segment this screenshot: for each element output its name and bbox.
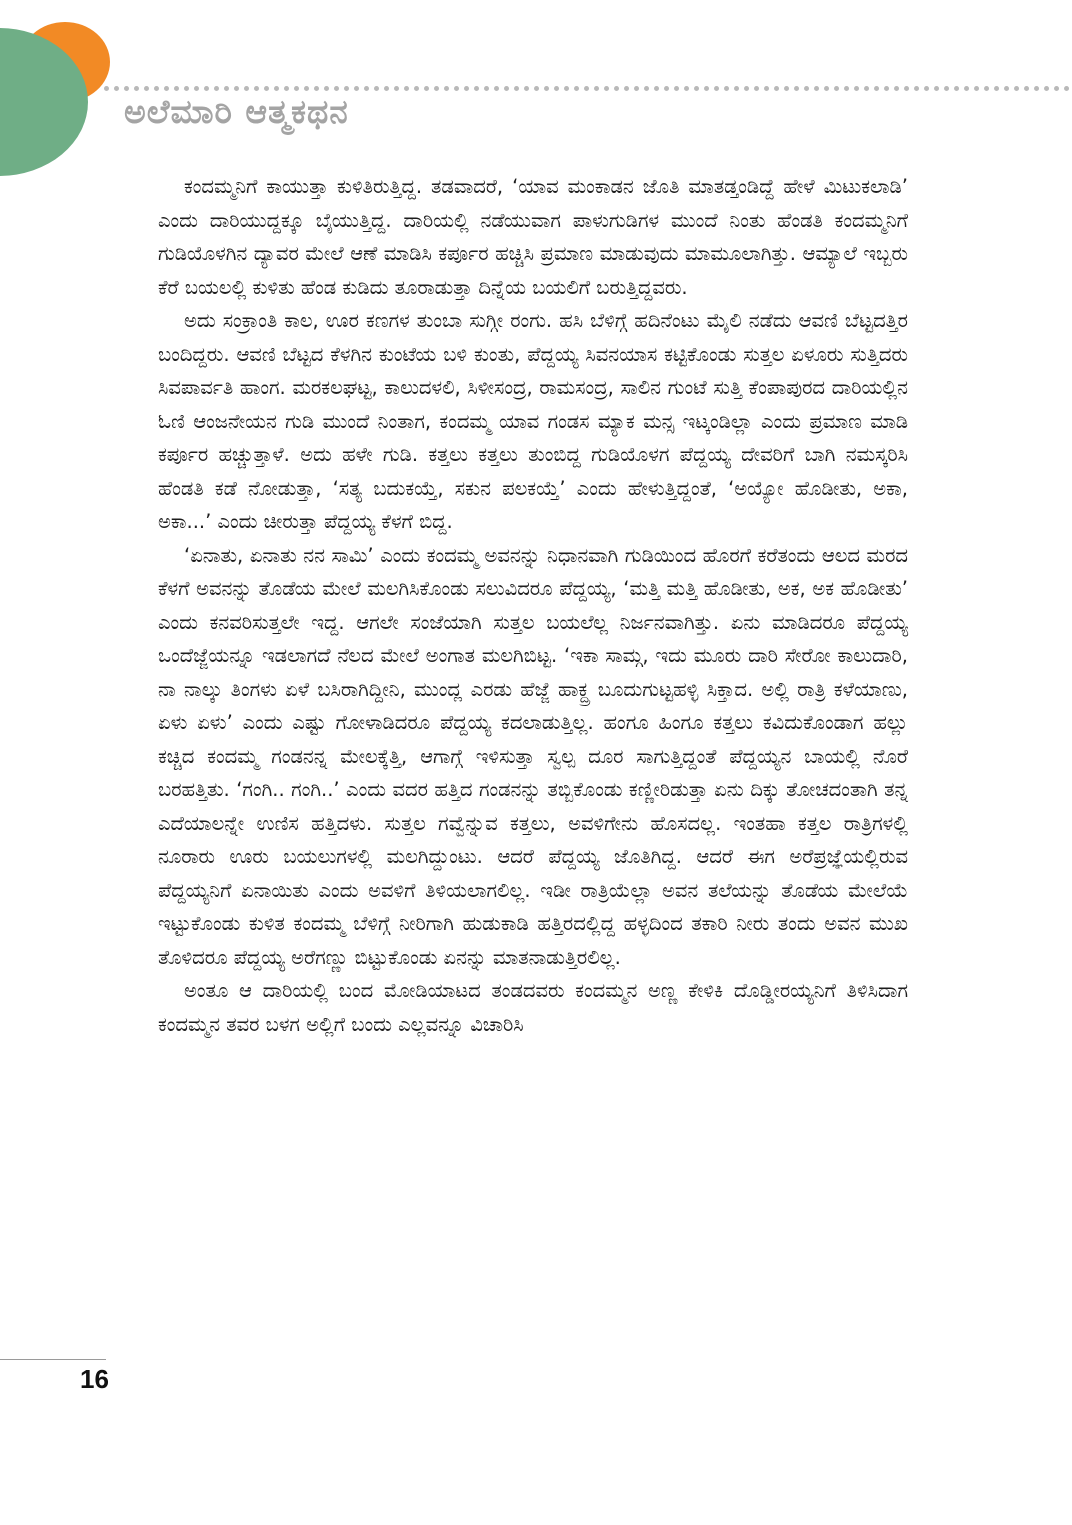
paragraph: ‘ಏನಾತು, ಏನಾತು ನನ ಸಾಮಿ’ ಎಂದು ಕಂದಮ್ಮ ಅವನನ್ನು ನಿಧಾನವಾಗಿ ಗುಡಿಯಿಂದ ಹೊರಗೆ ಕರೆತಂದು ಆಲದ ಮರದ ಕೆಳಗೆ ಅವನನ್ನು ತೊಡೆಯ ಮೇಲೆ ಮಲಗಿಸಿಕೊಂಡು ಸಲುವಿದರೂ ಪೆದ್ದಯ್ಯ, ‘ಮತ್ತಿ ಮತ್ತಿ ಹೊಡೀತು, ಅಕ, ಅಕ ಹೊಡೀತು’ ಎಂದು ಕನವರಿಸುತ್ತಲೇ ಇದ್ದ. ಆಗಲೇ ಸಂಜೆಯಾಗಿ ಸುತ್ತಲ ಬಯಲೆಲ್ಲ ನಿರ್ಜನವಾಗಿತ್ತು. ಏನು ಮಾಡಿದರೂ ಪೆದ್ದಯ್ಯ ಒಂದೆಜ್ಜೆಯನ್ನೂ ಇಡಲಾಗದೆ ನೆಲದ ಮೇಲೆ ಅಂಗಾತ ಮಲಗಿಬಿಟ್ಟ. ‘ಇಕಾ ಸಾಮ್ಗ, ಇದು ಮೂರು ದಾರಿ ಸೇರೋ ಕಾಲುದಾರಿ, ನಾ ನಾಲ್ಕು ತಿಂಗಳು ಏಳೆ ಬಸಿರಾಗಿದ್ದೀನಿ, ಮುಂದ್ಲ ಎರಡು ಹೆಜ್ಜೆ ಹಾಕ್ದ್ರ ಬೂದುಗುಟ್ಟಹಳ್ಳಿ ಸಿಕ್ತಾದ. ಅಲ್ಲಿ ರಾತ್ರಿ ಕಳೆಯಾಣು, ಏಳು ಏಳು’ ಎಂದು ಎಷ್ಟು ಗೋಳಾಡಿದರೂ ಪೆದ್ದಯ್ಯ ಕದಲಾಡುತ್ತಿಲ್ಲ. ಹಂಗೂ ಹಿಂಗೂ ಕತ್ತಲು ಕವಿದುಕೊಂಡಾಗ ಹಲ್ಲು ಕಚ್ಚಿದ ಕಂದಮ್ಮ ಗಂಡನನ್ನ ಮೇಲಕ್ಕೆತ್ತಿ, ಆಗಾಗ್ಗೆ ಇಳಿಸುತ್ತಾ ಸ್ವಲ್ಪ ದೂರ ಸಾಗುತ್ತಿದ್ದಂತೆ ಪೆದ್ದಯ್ಯನ ಬಾಯಲ್ಲಿ ನೊರೆ ಬರಹತ್ತಿತು. ‘ಗಂಗಿ.. ಗಂಗಿ..’ ಎಂದು ವದರ ಹತ್ತಿದ ಗಂಡನನ್ನು ತಬ್ಬಿಕೊಂಡು ಕಣ್ಣೀರಿಡುತ್ತಾ ಏನು ದಿಕ್ಕು ತೋಚದಂತಾಗಿ ತನ್ನ ಎದೆಯಾಲನ್ನೇ ಉಣಿಸ ಹತ್ತಿದಳು. ಸುತ್ತಲ ಗವ್ವೆನ್ನುವ ಕತ್ತಲು, ಅವಳಿಗೇನು ಹೊಸದಲ್ಲ. ಇಂತಹಾ ಕತ್ತಲ ರಾತ್ರಿಗಳಲ್ಲಿ ನೂರಾರು ಊರು ಬಯಲುಗಳಲ್ಲಿ ಮಲಗಿದ್ದುಂಟು. ಆದರೆ ಪೆದ್ದಯ್ಯ ಜೊತಿಗಿದ್ದ. ಆದರೆ ಈಗ ಅರೆಪ್ರಜ್ಞೆಯಲ್ಲಿರುವ ಪೆದ್ದಯ್ಯನಿಗೆ ಏನಾಯಿತು ಎಂದು ಅವಳಿಗೆ ತಿಳಿಯಲಾಗಲಿಲ್ಲ. ಇಡೀ ರಾತ್ರಿಯೆಲ್ಲಾ ಅವನ ತಲೆಯನ್ನು ತೊಡೆಯ ಮೇಲೆಯೆ ಇಟ್ಟುಕೊಂಡು ಕುಳಿತ ಕಂದಮ್ಮ ಬೆಳಿಗ್ಗೆ ನೀರಿಗಾಗಿ ಹುಡುಕಾಡಿ ಹತ್ತಿರದಲ್ಲಿದ್ದ ಹಳ್ಳದಿಂದ ತಕಾರಿ ನೀರು ತಂದು ಅವನ ಮುಖ ತೊಳಿದರೂ ಪೆದ್ದಯ್ಯ ಅರೆಗಣ್ಣು ಬಿಟ್ಟುಕೊಂಡು ಏನನ್ನು ಮಾತನಾಡುತ್ತಿರಲಿಲ್ಲ. <box>158 543 908 969</box>
paragraph: ಅಂತೂ ಆ ದಾರಿಯಲ್ಲಿ ಬಂದ ಮೋಡಿಯಾಟದ ತಂಡದವರು ಕಂದಮ್ಮನ ಅಣ್ಣ ಕೇಳಿಕಿ ದೊಡ್ಡೀರಯ್ಯನಿಗೆ ತಿಳಿಸಿದಾಗ ಕಂದಮ್ಮನ ತವರ ಬಳಗ ಅಲ್ಲಿಗೆ ಬಂದು ಎಲ್ಲವನ್ನೂ ವಿಚಾರಿಸಿ <box>158 979 908 1036</box>
paragraph: ಅದು ಸಂಕ್ರಾಂತಿ ಕಾಲ, ಊರ ಕಣಗಳ ತುಂಬಾ ಸುಗ್ಗೀ ರಂಗು. ಹಸಿ ಬೆಳಿಗ್ಗೆ ಹದಿನೆಂಟು ಮೈಲಿ ನಡೆದು ಆವಣಿ ಬೆಟ್ಟದತ್ತಿರ ಬಂದಿದ್ದರು. ಆವಣಿ ಬೆಟ್ಟದ ಕೆಳಗಿನ ಕುಂಟೆಯ ಬಳಿ ಕುಂತು, ಪೆದ್ದಯ್ಯ ಸಿವನಯಾಸ ಕಟ್ಟಿಕೊಂಡು ಸುತ್ತಲ ಏಳೂರು ಸುತ್ತಿದರು ಸಿವಪಾರ್ವತಿ ಹಾಂಗ. ಮರಕಲಘಟ್ಟ, ಕಾಲುದಳಲಿ, ಸಿಳೀಸಂದ್ರ, ರಾಮಸಂದ್ರ, ಸಾಲಿನ ಗುಂಟೆ ಸುತ್ತಿ ಕೆಂಪಾಪುರದ ದಾರಿಯಲ್ಲಿನ ಓಣಿ ಆಂಜನೇಯನ ಗುಡಿ ಮುಂದೆ ನಿಂತಾಗ, ಕಂದಮ್ಮ ಯಾವ ಗಂಡಸ ಮ್ಯಾಕ ಮನ್ಸ ಇಟ್ಕಂಡಿಲ್ಲಾ ಎಂದು ಪ್ರಮಾಣ ಮಾಡಿ ಕರ್ಪೂರ ಹಚ್ಚುತ್ತಾಳೆ. ಅದು ಹಳೇ ಗುಡಿ. ಕತ್ತಲು ಕತ್ತಲು ತುಂಬಿದ್ದ ಗುಡಿಯೊಳಗ ಪೆದ್ದಯ್ಯ ದೇವರಿಗೆ ಬಾಗಿ ನಮಸ್ಕರಿಸಿ ಹೆಂಡತಿ ಕಡೆ ನೋಡುತ್ತಾ, ‘ಸತ್ಯ ಬದುಕಯ್ತೆ, ಸಕುನ ಪಲಕಯ್ತೆ’ ಎಂದು ಹೇಳುತ್ತಿದ್ದಂತೆ, ‘ಅಯ್ಯೋ ಹೊಡೀತು, ಅಕಾ, ಅಕಾ...’ ಎಂದು ಚೀರುತ್ತಾ ಪೆದ್ದಯ್ಯ ಕೆಳಗೆ ಬಿದ್ದ. <box>158 309 908 533</box>
body-text <box>158 170 908 1041</box>
header-dotted-rule <box>104 86 1070 91</box>
chapter-title: ಅಲೆಮಾರಿ ಆತ್ಮಕಥನ <box>124 92 349 131</box>
footer-rule <box>0 1359 106 1360</box>
page-number: 16 <box>80 1364 109 1394</box>
paragraph: ಕಂದಮ್ಮನಿಗೆ ಕಾಯುತ್ತಾ ಕುಳಿತಿರುತ್ತಿದ್ದ. ತಡವಾದರೆ, ‘ಯಾವ ಮಂಕಾಡನ ಜೊತಿ ಮಾತಡ್ತಂಡಿದ್ದೆ ಹೇಳೆ ಮಿಟುಕಲಾಡಿ’ ಎಂದು ದಾರಿಯುದ್ದಕ್ಕೂ ಬೈಯುತ್ತಿದ್ದ. ದಾರಿಯಲ್ಲಿ ನಡೆಯುವಾಗ ಪಾಳುಗುಡಿಗಳ ಮುಂದೆ ನಿಂತು ಹೆಂಡತಿ ಕಂದಮ್ಮನಿಗೆ ಗುಡಿಯೊಳಗಿನ ದ್ಯಾವರ ಮೇಲೆ ಆಣೆ ಮಾಡಿಸಿ ಕರ್ಪೂರ ಹಚ್ಚಿಸಿ ಪ್ರಮಾಣ ಮಾಡುವುದು ಮಾಮೂಲಾಗಿತ್ತು. ಆಮ್ಯಾಲೆ ಇಬ್ಬರು ಕೆರೆ ಬಯಲಲ್ಲಿ ಕುಳಿತು ಹೆಂಡ ಕುಡಿದು ತೂರಾಡುತ್ತಾ ದಿನ್ನೆಯ ಬಯಲಿಗೆ ಬರುತ್ತಿದ್ದವರು. <box>158 175 908 299</box>
